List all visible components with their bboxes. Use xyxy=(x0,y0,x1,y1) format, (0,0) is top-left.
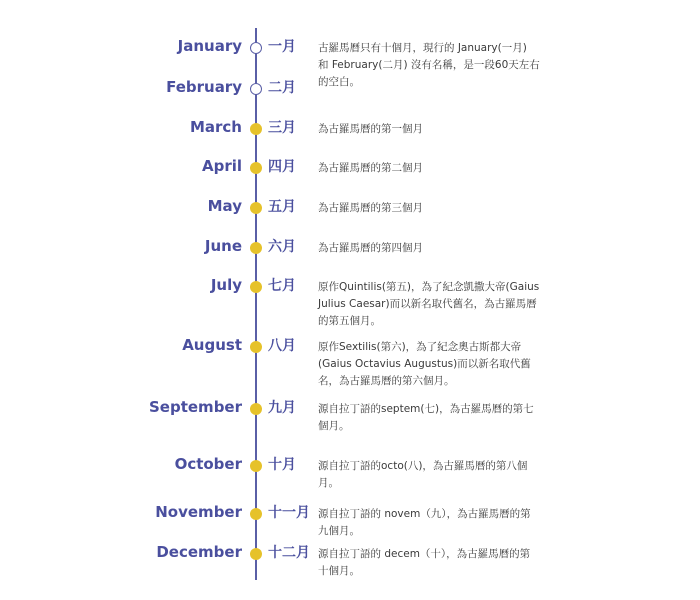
month-chinese-label: 六月 xyxy=(268,239,296,255)
month-description: 源自拉丁語的septem(七)，為古羅馬曆的第七個月。 xyxy=(318,403,534,432)
month-english-label: November xyxy=(155,503,242,521)
timeline-marker xyxy=(250,42,262,54)
month-english-label: April xyxy=(201,157,242,175)
month-english-label: January xyxy=(177,37,242,55)
month-english-label: February xyxy=(166,78,242,96)
timeline-axis xyxy=(255,28,257,580)
month-chinese-label: 一月 xyxy=(268,39,296,55)
month-description: 為古羅馬曆的第二個月 xyxy=(318,162,423,174)
timeline-marker xyxy=(250,123,262,135)
month-chinese-label: 十月 xyxy=(268,457,296,473)
month-chinese-label: 七月 xyxy=(268,278,296,294)
month-chinese-label: 九月 xyxy=(268,400,296,416)
timeline-row-may xyxy=(0,197,700,215)
month-description: 為古羅馬曆的第四個月 xyxy=(318,242,423,254)
timeline-marker xyxy=(250,403,262,415)
month-chinese-label: 十一月 xyxy=(268,505,310,521)
month-english-label: June xyxy=(204,237,242,255)
timeline-marker xyxy=(250,460,262,472)
timeline-marker xyxy=(250,242,262,254)
timeline-row-june xyxy=(0,237,700,255)
timeline-row-september xyxy=(0,398,700,432)
timeline-marker xyxy=(250,548,262,560)
timeline-marker xyxy=(250,281,262,293)
timeline-row-november xyxy=(0,503,700,537)
month-english-label: September xyxy=(149,398,242,416)
month-chinese-label: 四月 xyxy=(268,159,296,175)
timeline-marker xyxy=(250,83,262,95)
month-chinese-label: 五月 xyxy=(268,199,296,215)
timeline-row-august xyxy=(0,336,700,387)
month-chinese-label: 三月 xyxy=(268,120,296,136)
month-chinese-label: 十二月 xyxy=(268,545,310,561)
month-chinese-label: 二月 xyxy=(268,80,296,96)
month-description: 源自拉丁語的 decem（十），為古羅馬曆的第十個月。 xyxy=(318,548,531,577)
timeline-marker xyxy=(250,162,262,174)
month-english-label: August xyxy=(182,336,242,354)
month-chinese-label: 八月 xyxy=(268,338,296,354)
timeline-marker xyxy=(250,202,262,214)
timeline-row-october xyxy=(0,455,700,489)
month-description: 原作Sextilis(第六)，為了紀念奧古斯都大帝(Gaius Octavius Augustus)而以新名取代舊名，為古羅馬曆的第六個月。 xyxy=(318,341,531,387)
month-english-label: July xyxy=(210,276,242,294)
month-description: 古羅馬曆只有十個月，現行的 January(一月) 和 February(二月) 沒有名稱，是一段60天左右的空白。 xyxy=(318,42,540,88)
month-description: 源自拉丁語的octo(八)，為古羅馬曆的第八個月。 xyxy=(318,460,528,489)
month-description: 為古羅馬曆的第一個月 xyxy=(318,123,423,135)
month-english-label: May xyxy=(207,197,242,215)
month-description: 原作Quintilis(第五)，為了紀念凱撒大帝(Gaius Julius Caesar)而以新名取代舊名，為古羅馬曆的第五個月。 xyxy=(318,281,540,327)
timeline-row-january xyxy=(0,37,700,88)
timeline-row-february xyxy=(0,78,700,96)
timeline-row-april xyxy=(0,157,700,175)
month-description: 為古羅馬曆的第三個月 xyxy=(318,202,423,214)
timeline-row-march xyxy=(0,118,700,136)
timeline-marker xyxy=(250,508,262,520)
timeline-marker xyxy=(250,341,262,353)
month-description: 源自拉丁語的 novem（九），為古羅馬曆的第九個月。 xyxy=(318,508,531,537)
timeline-row-december xyxy=(0,543,700,577)
month-english-label: December xyxy=(156,543,242,561)
month-english-label: March xyxy=(189,118,242,136)
month-english-label: October xyxy=(174,455,242,473)
timeline-row-july xyxy=(0,276,700,327)
